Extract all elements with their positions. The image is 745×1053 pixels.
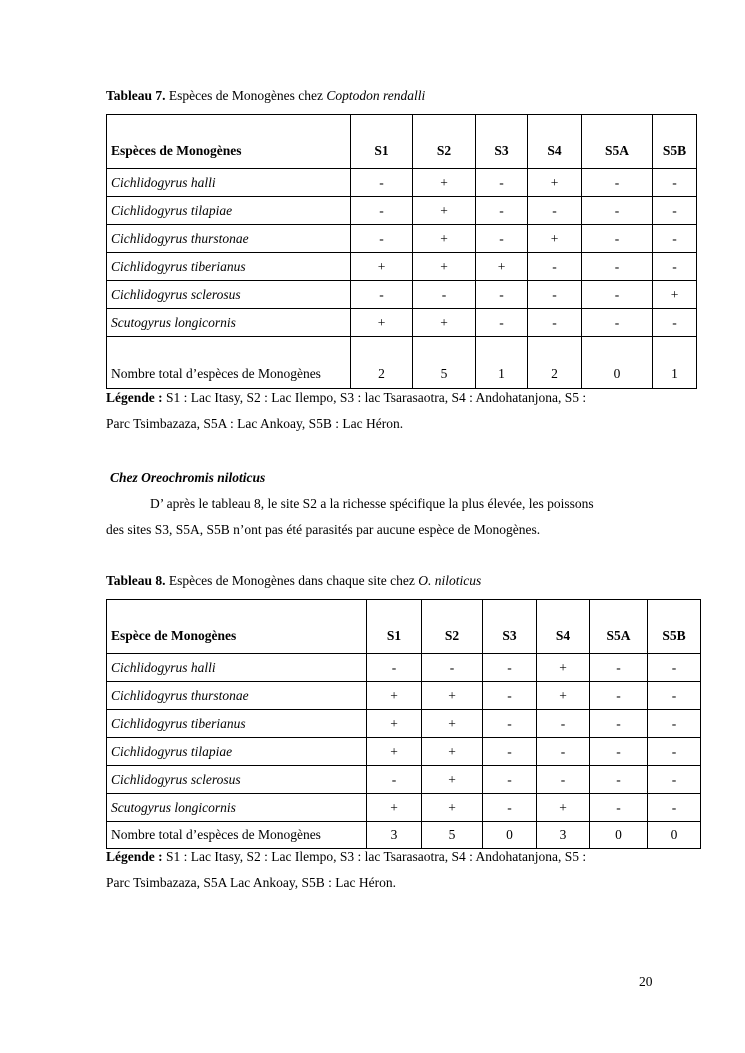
total-cell: 1 — [653, 337, 697, 389]
presence-cell: + — [413, 309, 476, 337]
table-header-cell: S1 — [351, 115, 413, 169]
table8-caption-species: O. niloticus — [418, 573, 482, 588]
table-header-cell: S1 — [367, 600, 422, 654]
table-row — [107, 682, 701, 710]
table-row — [107, 766, 701, 794]
presence-cell: + — [351, 309, 413, 337]
table8-caption-label: Tableau 8. — [106, 573, 166, 588]
table7-caption — [106, 88, 425, 104]
section-heading: Chez Oreochromis niloticus — [110, 470, 266, 485]
presence-cell: + — [422, 682, 483, 710]
table8-total-row — [107, 822, 701, 849]
total-label-cell: Nombre total d’espèces de Monogènes — [107, 822, 367, 849]
presence-cell: - — [367, 654, 422, 682]
presence-cell: - — [582, 225, 653, 253]
presence-cell: - — [653, 169, 697, 197]
presence-cell: - — [483, 654, 537, 682]
presence-cell: - — [476, 281, 528, 309]
presence-cell: - — [590, 710, 648, 738]
presence-cell: + — [528, 225, 582, 253]
presence-cell: - — [582, 197, 653, 225]
table7-caption-species: Coptodon rendalli — [326, 88, 426, 103]
paragraph-line1: D’ après le tableau 8, le site S2 a la richesse spécifique la plus élevée, les poissons — [150, 496, 594, 511]
total-cell: 2 — [351, 337, 413, 389]
presence-cell: + — [367, 738, 422, 766]
table7 — [106, 114, 697, 389]
presence-cell: - — [653, 225, 697, 253]
table8-caption-text: Espèces de Monogènes dans chaque site chez — [168, 573, 415, 588]
presence-cell: + — [413, 169, 476, 197]
table-header-cell: S5B — [653, 115, 697, 169]
presence-cell: - — [653, 253, 697, 281]
presence-cell: - — [648, 766, 701, 794]
presence-cell: - — [537, 738, 590, 766]
legend-text: S1 : Lac Itasy, S2 : Lac Ilempo, S3 : lac Tsarasaotra, S4 : Andohatanjona, S5 : — [166, 849, 587, 864]
presence-cell: + — [422, 738, 483, 766]
table-row — [107, 197, 697, 225]
presence-cell: - — [422, 654, 483, 682]
species-cell: Cichlidogyrus thurstonae — [107, 225, 351, 253]
table-header-cell: Espèce de Monogènes — [107, 600, 367, 654]
presence-cell: - — [537, 710, 590, 738]
species-cell: Cichlidogyrus halli — [107, 169, 351, 197]
species-cell: Cichlidogyrus sclerosus — [107, 281, 351, 309]
presence-cell: + — [413, 253, 476, 281]
table-header-cell: S4 — [528, 115, 582, 169]
total-cell: 5 — [422, 822, 483, 849]
total-cell: 3 — [537, 822, 590, 849]
total-cell: 0 — [648, 822, 701, 849]
presence-cell: + — [413, 225, 476, 253]
table7-legend-line1 — [106, 390, 586, 406]
table-row — [107, 309, 697, 337]
table-row — [107, 225, 697, 253]
total-cell: 1 — [476, 337, 528, 389]
species-cell: Cichlidogyrus tiberianus — [107, 710, 367, 738]
presence-cell: + — [537, 682, 590, 710]
presence-cell: - — [648, 654, 701, 682]
table-header-cell: S3 — [476, 115, 528, 169]
total-cell: 2 — [528, 337, 582, 389]
presence-cell: - — [483, 738, 537, 766]
total-cell: 0 — [483, 822, 537, 849]
presence-cell: - — [648, 682, 701, 710]
presence-cell: - — [582, 309, 653, 337]
presence-cell: - — [483, 794, 537, 822]
paragraph-line2: des sites S3, S5A, S5B n’ont pas été parasités par aucune espèce de Monogènes. — [106, 522, 541, 537]
presence-cell: - — [653, 309, 697, 337]
total-cell: 5 — [413, 337, 476, 389]
presence-cell: - — [351, 197, 413, 225]
table7-legend-line2: Parc Tsimbazaza, S5A : Lac Ankoay, S5B : Lac Héron. — [106, 416, 404, 431]
table-header-cell: S5A — [590, 600, 648, 654]
table-header-cell: S2 — [413, 115, 476, 169]
table-header-cell: S4 — [537, 600, 590, 654]
presence-cell: - — [648, 710, 701, 738]
presence-cell: - — [582, 253, 653, 281]
legend-text: S1 : Lac Itasy, S2 : Lac Ilempo, S3 : lac Tsarasaotra, S4 : Andohatanjona, S5 : — [166, 390, 587, 405]
presence-cell: + — [351, 253, 413, 281]
table-header-cell: S3 — [483, 600, 537, 654]
presence-cell: - — [351, 225, 413, 253]
page-number: 20 — [639, 974, 653, 989]
presence-cell: + — [528, 169, 582, 197]
table-row — [107, 710, 701, 738]
presence-cell: - — [351, 281, 413, 309]
presence-cell: - — [413, 281, 476, 309]
presence-cell: + — [367, 682, 422, 710]
presence-cell: - — [476, 197, 528, 225]
presence-cell: + — [537, 794, 590, 822]
table7-header-row — [107, 115, 697, 169]
presence-cell: + — [653, 281, 697, 309]
species-cell: Cichlidogyrus thurstonae — [107, 682, 367, 710]
presence-cell: - — [590, 682, 648, 710]
presence-cell: - — [653, 197, 697, 225]
table7-total-row — [107, 337, 697, 389]
presence-cell: - — [590, 738, 648, 766]
table8-header-row — [107, 600, 701, 654]
table-row — [107, 253, 697, 281]
presence-cell: - — [351, 169, 413, 197]
species-cell: Cichlidogyrus tilapiae — [107, 738, 367, 766]
presence-cell: + — [367, 794, 422, 822]
presence-cell: - — [528, 281, 582, 309]
species-cell: Cichlidogyrus sclerosus — [107, 766, 367, 794]
presence-cell: - — [476, 169, 528, 197]
total-cell: 3 — [367, 822, 422, 849]
total-label-cell: Nombre total d’espèces de Monogènes — [107, 337, 351, 389]
table8 — [106, 599, 701, 849]
table-header-cell: S5B — [648, 600, 701, 654]
species-cell: Cichlidogyrus tilapiae — [107, 197, 351, 225]
presence-cell: - — [590, 766, 648, 794]
presence-cell: - — [483, 682, 537, 710]
species-cell: Cichlidogyrus halli — [107, 654, 367, 682]
legend-label: Légende : — [106, 849, 163, 864]
presence-cell: + — [413, 197, 476, 225]
presence-cell: - — [590, 794, 648, 822]
presence-cell: - — [483, 766, 537, 794]
presence-cell: - — [590, 654, 648, 682]
presence-cell: + — [422, 794, 483, 822]
presence-cell: - — [528, 253, 582, 281]
species-cell: Scutogyrus longicornis — [107, 309, 351, 337]
presence-cell: - — [582, 281, 653, 309]
presence-cell: - — [476, 225, 528, 253]
table-header-cell: Espèces de Monogènes — [107, 115, 351, 169]
species-cell: Cichlidogyrus tiberianus — [107, 253, 351, 281]
presence-cell: + — [422, 710, 483, 738]
presence-cell: - — [476, 309, 528, 337]
table7-caption-text: Espèces de Monogènes chez — [168, 88, 323, 103]
presence-cell: - — [528, 309, 582, 337]
table-header-cell: S2 — [422, 600, 483, 654]
presence-cell: - — [528, 197, 582, 225]
table-header-cell: S5A — [582, 115, 653, 169]
table-row — [107, 794, 701, 822]
total-cell: 0 — [590, 822, 648, 849]
table-row — [107, 281, 697, 309]
presence-cell: - — [483, 710, 537, 738]
presence-cell: + — [422, 766, 483, 794]
table-row — [107, 738, 701, 766]
presence-cell: - — [367, 766, 422, 794]
table8-legend-line1 — [106, 849, 586, 865]
table7-caption-label: Tableau 7. — [106, 88, 166, 103]
presence-cell: + — [537, 654, 590, 682]
presence-cell: - — [582, 169, 653, 197]
table8-caption — [106, 573, 481, 589]
table8-legend-line2: Parc Tsimbazaza, S5A Lac Ankoay, S5B : Lac Héron. — [106, 875, 396, 890]
presence-cell: + — [476, 253, 528, 281]
legend-label: Légende : — [106, 390, 163, 405]
presence-cell: - — [648, 794, 701, 822]
presence-cell: - — [648, 738, 701, 766]
presence-cell: + — [367, 710, 422, 738]
total-cell: 0 — [582, 337, 653, 389]
table-row — [107, 169, 697, 197]
presence-cell: - — [537, 766, 590, 794]
species-cell: Scutogyrus longicornis — [107, 794, 367, 822]
table-row — [107, 654, 701, 682]
